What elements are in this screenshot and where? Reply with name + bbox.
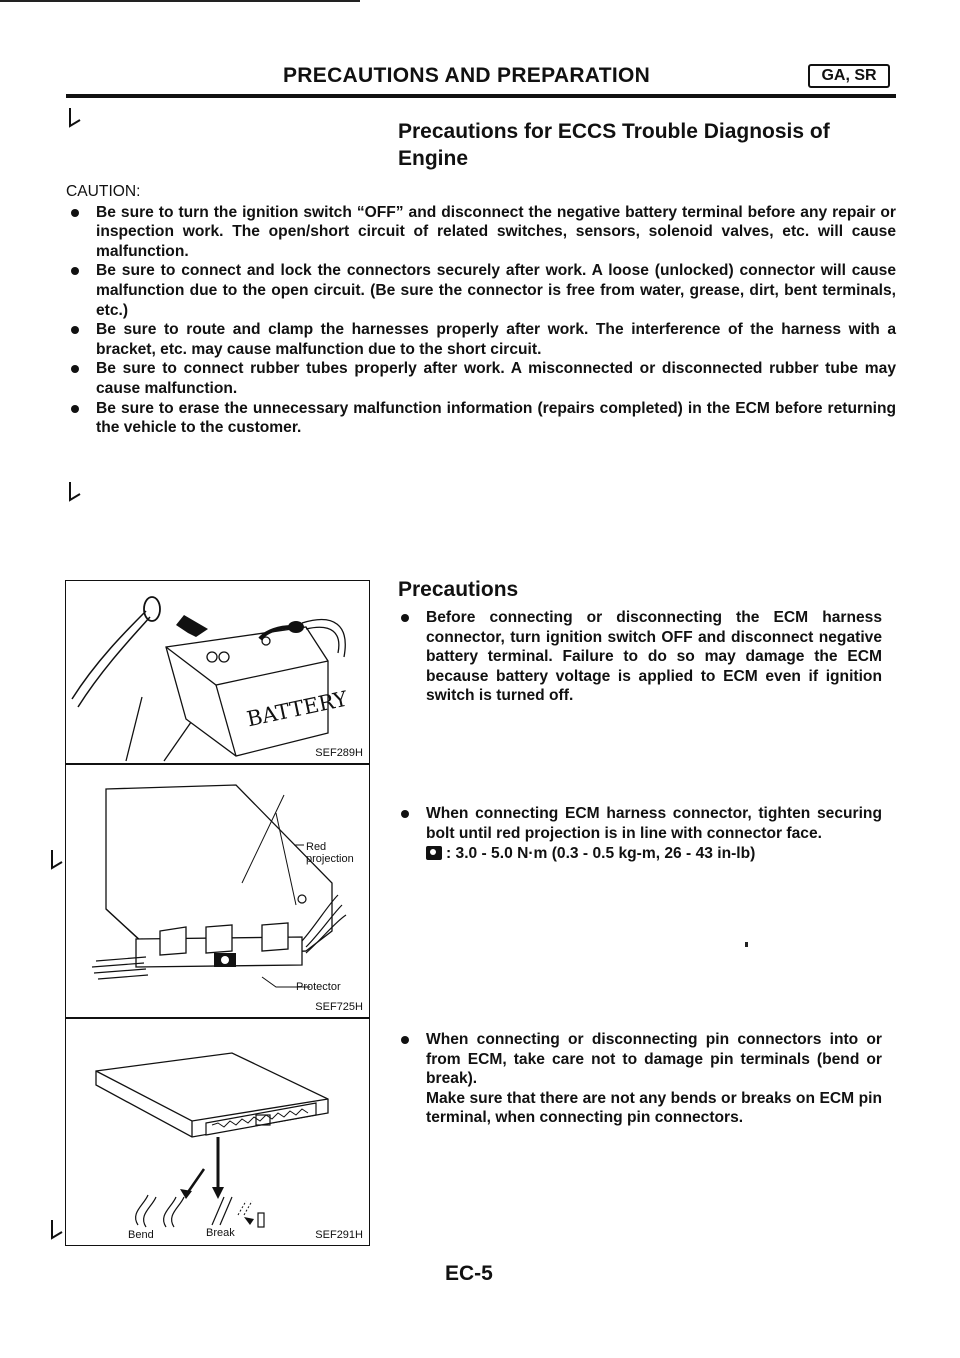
precaution-item-3: When connecting or disconnecting pin connectors into or from ECM, take care not to damage pin terminals (bend or break). Make sure that there are not any bends or breaks on ECM pin terminal, when connecting pin connectors. bbox=[398, 1030, 882, 1128]
binder-corner-mark bbox=[50, 1218, 64, 1240]
bullet-icon bbox=[401, 614, 409, 622]
binder-corner-mark bbox=[50, 848, 64, 870]
caution-item: Be sure to connect and lock the connectors securely after work. A loose (unlocked) connector will cause malfunction due to the open circuit. (Be sure the connector is free from water, grease, dirt, bent terminals, etc.) bbox=[66, 261, 896, 320]
caution-item: Be sure to turn the ignition switch “OFF” and disconnect the negative battery terminal before any repair or inspection work. The open/short circuit of related switches, sensors, solenoid valves, etc. will cause malfunction. bbox=[66, 203, 896, 262]
page-header-title: PRECAUTIONS AND PREPARATION bbox=[283, 64, 651, 87]
caution-item: Be sure to erase the unnecessary malfunction information (repairs completed) in the ECM before returning the vehicle to the customer. bbox=[66, 399, 896, 438]
battery-figure bbox=[65, 580, 370, 764]
precaution-item-2: When connecting ECM harness connector, tighten securing bolt until red projection is in line with connector face. : 3.0 - 5.0 N·m (0.3 - 0.5 kg-m, 26 - 43 in-lb) bbox=[398, 804, 882, 864]
engine-model-badge: GA, SR bbox=[808, 64, 890, 88]
caution-label: CAUTION: bbox=[66, 183, 141, 200]
battery-label: BATTERY bbox=[244, 686, 350, 732]
figure-code: SEF289H bbox=[315, 747, 363, 759]
ecm-connector-illustration bbox=[66, 765, 368, 1016]
caution-item: Be sure to route and clamp the harnesses properly after work. The interference of the harness with a bracket, etc. may cause malfunction due to the short circuit. bbox=[66, 320, 896, 359]
battery-illustration bbox=[66, 581, 368, 762]
caution-item: Be sure to connect rubber tubes properly after work. A misconnected or disconnected rubber tube may cause malfunction. bbox=[66, 359, 896, 398]
torque-wrench-icon bbox=[426, 846, 442, 860]
page-number: EC-5 bbox=[445, 1262, 493, 1285]
precautions-title: Precautions bbox=[398, 578, 519, 601]
header-rule bbox=[66, 94, 896, 98]
red-projection-label: Red projection bbox=[306, 841, 354, 865]
ecm-pin-illustration bbox=[66, 1019, 368, 1244]
bend-label: Bend bbox=[128, 1229, 154, 1241]
bullet-icon bbox=[401, 810, 409, 818]
precaution-item-1: Before connecting or disconnecting the ECM harness connector, turn ignition switch OFF and disconnect negative battery terminal. Failure to do so may damage the ECM because battery voltage is applied to ECM even if ignition switch is turned off. bbox=[398, 608, 882, 706]
section-title: Precautions for ECCS Trouble Diagnosis of Engine bbox=[398, 120, 830, 170]
binder-corner-mark bbox=[68, 480, 82, 502]
binder-corner-mark bbox=[68, 106, 82, 128]
ecm-pin-figure bbox=[65, 1018, 370, 1246]
break-label: Break bbox=[206, 1227, 235, 1239]
speck-mark bbox=[745, 942, 748, 947]
protector-label: Protector bbox=[296, 981, 341, 993]
top-rule bbox=[0, 0, 360, 2]
ecm-connector-figure bbox=[65, 764, 370, 1018]
bullet-icon bbox=[401, 1036, 409, 1044]
figure-code: SEF725H bbox=[315, 1001, 363, 1013]
caution-block bbox=[66, 182, 896, 438]
figure-code: SEF291H bbox=[315, 1229, 363, 1241]
caution-list bbox=[66, 203, 896, 438]
torque-spec: : 3.0 - 5.0 N·m (0.3 - 0.5 kg-m, 26 - 43 in-lb) bbox=[398, 844, 882, 864]
